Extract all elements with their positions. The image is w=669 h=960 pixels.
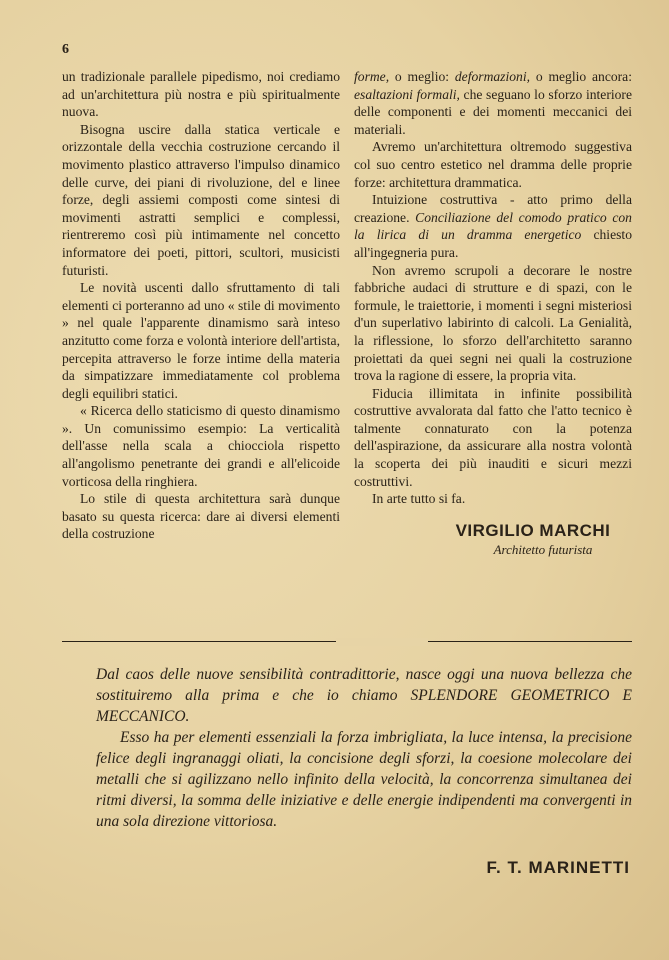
left-column [62,68,340,559]
text: Intuizione costruttiva - atto primo della creazione. [354,192,632,225]
paragraph [354,68,632,138]
paragraph: Le novità uscenti dallo sfruttamento di tali elementi ci porteranno ad uno « stile di movimento » nel quale l'apparente dinamismo sarà inteso anzitutto come forza e volontà interiore dell'artista, percepita attraverso le forze intime della materia da simpatizzare immediatamente col problema degli equilibri statici. [62,280,340,401]
manifesto-paragraph: Esso ha per elementi essenziali la forza imbrigliata, la luce intensa, la precisione felice degli ingranaggi oliati, la concisione degli sforzi, la coesione molecolare dei metalli che si agilizzano nello infinito della velocità, la concorrenza simultanea dei ritmi diversi, la somma delle iniziative e delle energie indipendenti ma convergenti in una sola direzione vittoriosa. [96,729,632,830]
paragraph: Avremo un'architettura oltremodo suggestiva col suo centro estetico nel dramma delle proprie forze: architettura drammatica. [354,139,632,190]
paragraph: un tradizionale parallele pipedismo, noi crediamo ad un'architettura più nostra e più spiritualmente nuova. [62,69,340,120]
italic-text: Conciliazione del comodo pratico con la lirica di un dramma energetico [354,209,632,243]
author-title: Architetto futurista [493,542,593,558]
manifesto-quote [96,664,632,832]
italic-text: deformazioni, [454,69,531,84]
paragraph: Lo stile di questa architettura sarà dunque basato su questa ricerca: dare ai diversi elementi della costruzione [62,491,340,542]
text: o meglio ancora: [530,69,632,84]
paragraph [354,191,632,261]
page-number: 6 [62,42,69,57]
text: chiesto all'ingegneria pura. [354,227,632,260]
paragraph: In arte tutto si fa. [372,491,466,507]
manifesto-author: F. T. MARINETTI [486,858,630,877]
divider-gap [336,638,428,646]
manifesto-paragraph: Dal caos delle nuove sensibilità contradittorie, nasce oggi una nuova bellezza che sostituiremo alla prima e che io chiamo SPLENDORE GEOMETRICO E MECCANICO. [96,666,632,725]
italic-text: forme, [354,69,390,84]
paragraph: Bisogna uscire dalla statica verticale e orizzontale della vecchia costruzione cercando il movimento plastico attraverso l'impulso dinamico delle curve, dei piani di rivoluzione, del e linee forze, degli assiemi composti come sintesi di movimenti astratti semplici e complessi, rientreremo così più intimamente nel concetto informatore dei poeti, pittori, scultori, musicisti futuristi. [62,121,340,278]
author-name: VIRGILIO MARCHI [455,520,611,540]
text: o meglio: [389,69,455,84]
italic-text: esaltazioni formali, [354,86,460,102]
paragraph: Fiducia illimitata in infinite possibilità costruttive avvalorata dal fatto che l'atto tecnico è talmente connaturato con la potenza dell'aspirazione, da assicurare alla nostra volontà la scoperta dei più inauditi e sicuri mezzi costruttivi. [354,385,632,489]
signature [354,522,632,559]
text: che seguano lo sforzo interiore delle componenti e dei momenti meccanici dei materiali. [354,86,632,137]
paragraph: « Ricerca dello staticismo di questo dinamismo ». Un comunissimo esempio: La verticalità dell'asse nella scala a chiocciola rispetto all'angolismo penetrante dei grandi e all'elicoide vorticosa della ringhiera. [62,403,340,489]
paragraph: Non avremo scrupoli a decorare le nostre fabbriche audaci di strutture e di spazi, con le formule, le traiettorie, i momenti i segni misteriosi d'un superlativo labirinto di calcoli. La Genialità, la riflessione, lo sforzo dell'architetto saranno proiettati da quei segni nei quali la costruzione trova la ragione di essere, la propria vita. [354,262,632,384]
article-columns [62,68,632,559]
right-column [354,68,632,559]
